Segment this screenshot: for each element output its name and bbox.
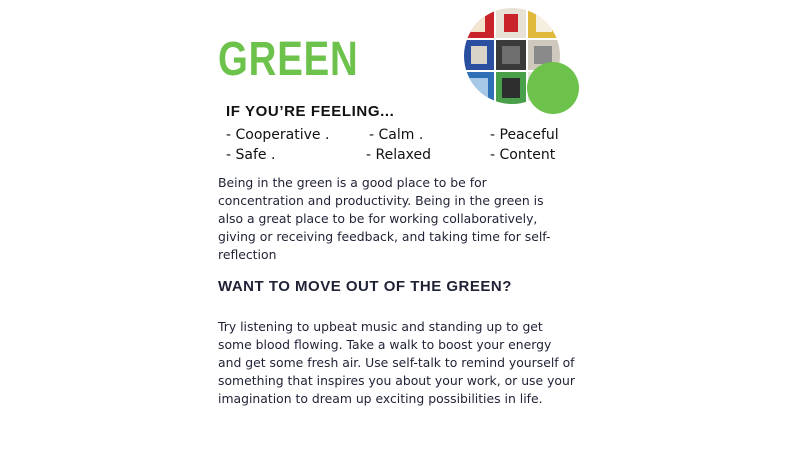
feeling-item-safe: - Safe . <box>226 147 276 163</box>
feeling-item-relaxed: - Relaxed <box>366 147 432 163</box>
move-out-heading: WANT TO MOVE OUT OF THE GREEN? <box>218 278 512 295</box>
feeling-item-content: - Content <box>490 147 556 163</box>
feelings-heading: IF YOU’RE FEELING... <box>226 103 395 120</box>
move-out-paragraph: Try listening to upbeat music and standing up to get some blood flowing. Take a walk to boost your energy and get some fresh air. Use self-talk to remind yourself of something that inspires you about your work, or use your imagination to dream up exciting possibilities in life. <box>218 319 575 406</box>
intro-paragraph: Being in the green is a good place to be for concentration and productivity. Being in the green is also a great place to be for working collaboratively, giving or receiving feedback, and taking time for self-reflection <box>218 175 551 262</box>
collage-graphic <box>462 6 582 114</box>
feeling-item-cooperative: - Cooperative . <box>226 127 330 143</box>
feeling-item-calm: - Calm . <box>369 127 424 143</box>
green-circle-decoration <box>527 62 579 114</box>
page-title: GREEN <box>218 33 359 86</box>
feeling-item-peaceful: - Peaceful <box>490 127 559 143</box>
collage-image <box>462 6 582 114</box>
